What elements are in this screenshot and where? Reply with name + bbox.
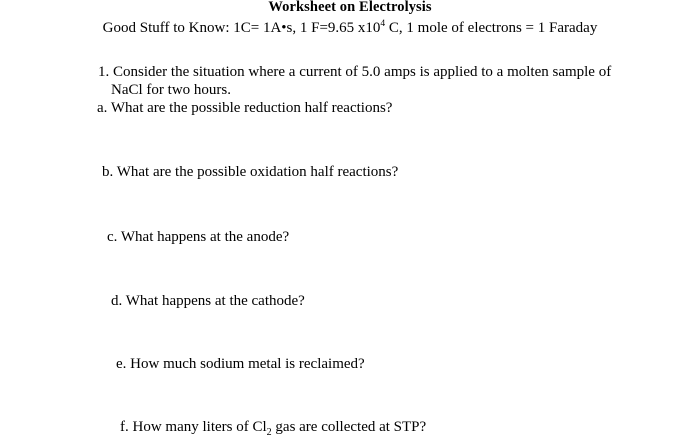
question-1-subitem-d: d. What happens at the cathode?: [111, 293, 305, 309]
question-1-text: 1. Consider the situation where a current of 5.0 amps is applied to a molten sample of NaCl for two hours.: [98, 64, 612, 98]
question-1-subitem-a: a. What are the possible reduction half reactions?: [97, 100, 393, 116]
question-1-subitem-e: e. How much sodium metal is reclaimed?: [116, 356, 365, 372]
exponent-superscript: 4: [380, 19, 386, 29]
constants-tail-text: C, 1 mole of electrons = 1 Faraday: [385, 20, 598, 36]
question-1-subitem-c: c. What happens at the anode?: [107, 229, 290, 245]
question-1-subitem-b: b. What are the possible oxidation half reactions?: [102, 164, 399, 180]
question-1-subitem-f: [120, 418, 426, 436]
chlorine-subscript: 2: [266, 427, 272, 438]
reference-constants-line: [0, 20, 700, 37]
subitem-f-lead-text: f. How many liters of Cl: [120, 419, 267, 435]
subitem-f-tail-text: gas are collected at STP?: [271, 419, 427, 435]
page-title: Worksheet on Electrolysis: [268, 0, 432, 15]
constants-lead-text: Good Stuff to Know: 1C= 1A•s, 1 F=9.65 x10: [102, 20, 381, 36]
